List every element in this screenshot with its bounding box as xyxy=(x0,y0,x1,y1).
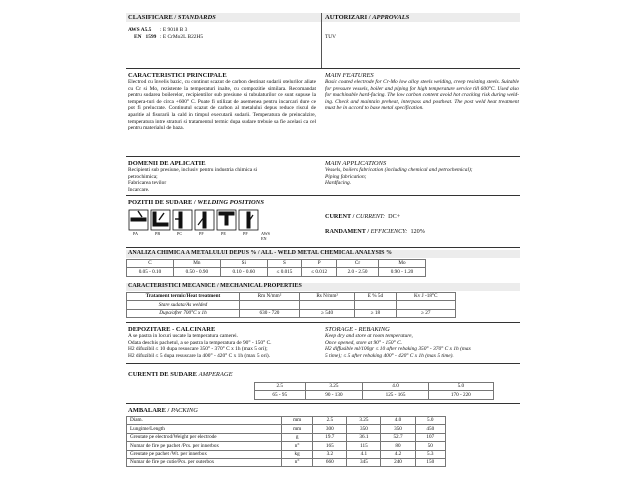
table-header: E % 5d xyxy=(355,293,396,301)
table-header: Cr xyxy=(336,260,378,268)
table-row xyxy=(127,260,426,268)
position-code: PC xyxy=(177,231,183,236)
table-header: 2.5 xyxy=(255,383,306,391)
datasheet-page xyxy=(126,0,520,480)
list-item: Recipienti sub presiune, inclusiv pentru industria chimica si xyxy=(128,167,258,173)
divider xyxy=(126,156,520,157)
table-cell: Lungime/Length xyxy=(127,425,282,433)
table-cell: ≤ 0.012 xyxy=(302,268,337,276)
table-cell: 0.50 - 0.90 xyxy=(173,268,220,276)
table-cell: 3.2 xyxy=(313,450,347,458)
table-cell: 0.90 - 1.20 xyxy=(379,268,426,276)
divider xyxy=(126,363,520,364)
table-header: Si xyxy=(220,260,267,268)
table-row xyxy=(127,268,426,276)
list-item: Hardfacing. xyxy=(325,180,352,187)
table-header: Kv J -18°C xyxy=(396,293,456,301)
positions-title: POZITII DE SUDARE / WELDING POSITIONS xyxy=(128,199,264,206)
table-cell: 5.3 xyxy=(415,450,445,458)
features-title-en: MAIN FEATURES xyxy=(325,72,374,79)
position-code: PB xyxy=(155,231,161,236)
applications-list-ro xyxy=(128,167,257,193)
table-cell: 65 - 95 xyxy=(255,391,306,399)
list-item: Odata deschis pachetul, a se pastra la temperatura de 90° - 150° C. xyxy=(128,339,272,346)
table-cell: 240 xyxy=(381,458,415,466)
classification-title: CLASIFICARE / STANDARDS xyxy=(128,14,216,21)
list-item: Keep dry and store at room temperature, xyxy=(325,333,413,339)
table-cell: 107 xyxy=(415,433,445,441)
table-cell: 80 xyxy=(381,442,415,450)
table-cell: 36.1 xyxy=(347,433,381,441)
position-standard-label: AWS EN xyxy=(261,231,270,241)
position-code: PF xyxy=(199,231,204,236)
table-cell: 170 - 220 xyxy=(428,391,493,399)
table-cell: 630 - 720 xyxy=(240,309,300,317)
list-item: H2 diffusible ml/100gr ≤ 10 after rebaking 350° - 370° C x 1h (max xyxy=(325,346,471,353)
table-row xyxy=(127,425,446,433)
packing-title: AMBALARE / PACKING xyxy=(128,407,198,414)
currents-table xyxy=(254,382,494,400)
table-cell: 125 - 165 xyxy=(363,391,428,399)
list-item: Once opened, store at 90° - 150° C. xyxy=(325,339,403,346)
storage-text-en xyxy=(325,333,519,359)
table-cell: Stare sudata/As welded xyxy=(127,301,240,309)
std-row-en: EN 1599 xyxy=(134,34,157,40)
table-header: 5.0 xyxy=(428,383,493,391)
chemical-title: ANALIZA CHIMICA A METALULUI DEPUS % / ALL - WELD METAL CHEMICAL ANALYSIS % xyxy=(128,250,392,256)
table-cell xyxy=(299,301,354,309)
applications-title-ro: DOMENII DE APLICATIE xyxy=(128,160,206,167)
list-item: Incarcare. xyxy=(128,186,150,193)
table-cell: mm xyxy=(282,425,313,433)
table-cell: ≤ 0.015 xyxy=(267,268,302,276)
table-cell: 450 xyxy=(415,425,445,433)
storage-title-ro: DEPOZITARE - CALCINARE xyxy=(128,326,216,333)
divider xyxy=(126,195,520,196)
storage-title-en: STORAGE - REBAKING xyxy=(325,326,390,333)
divider xyxy=(126,403,520,404)
column-divider xyxy=(321,13,322,69)
table-cell: 4.1 xyxy=(347,450,381,458)
table-cell: ≥ 27 xyxy=(396,309,456,317)
table-cell: 0.10 - 0.60 xyxy=(220,268,267,276)
list-item: Piping fabrication; xyxy=(325,173,367,180)
table-header: Mo xyxy=(379,260,426,268)
table-cell xyxy=(355,301,396,309)
table-cell: kg xyxy=(282,450,313,458)
table-cell: 345 xyxy=(347,458,381,466)
table-cell: 50 xyxy=(415,442,445,450)
table-cell: Greutate pe electrod/Weight per electrode xyxy=(127,433,282,441)
chemical-table xyxy=(126,259,426,277)
current-info: CURENT / CURRENT: DC+ xyxy=(325,213,401,220)
table-row xyxy=(127,442,446,450)
efficiency-info: RANDAMENT / EFFICIENCY: 120% xyxy=(325,228,425,235)
currents-title: CURENTI DE SUDARE AMPERAGE xyxy=(128,371,233,378)
features-text-en: Basic coated electrode for Cr-Mo low alloy steels welding, creep resisting steels. Suitable for pressure vessels, boiler and piping for high temperature service till 600°C. Used also for machinable hard-facing. The low carbon content avoid hot cracking risk during weld-ing. Check and maintain preheat, interpass and postheat. The post weld heat treatment must be in accord to base metal specification. xyxy=(325,79,519,112)
table-cell: 5.0 xyxy=(415,417,445,425)
divider xyxy=(126,322,520,323)
table-header: Mn xyxy=(173,260,220,268)
list-item: H2 difuzibil ≤ 10 dupa resuscare 350° - 370° C x 1h (max 5 ori); xyxy=(128,346,268,353)
table-header: 4.0 xyxy=(363,383,428,391)
table-cell xyxy=(396,301,456,309)
approvals-title: AUTORIZARI / APPROVALS xyxy=(325,14,410,21)
divider xyxy=(126,247,520,248)
table-cell: 0.05 - 0.10 xyxy=(127,268,174,276)
table-cell: n° xyxy=(282,442,313,450)
table-cell: 300 xyxy=(313,425,347,433)
list-item: 5 time); ≤ 5 after rebaking 400° - 420° C x 1h (max 5 time). xyxy=(325,352,454,359)
table-cell: g xyxy=(282,433,313,441)
applications-list-en xyxy=(325,167,473,187)
list-item: H2 difuzibil ≤ 5 dupa resuscare la 400° - 420° C x 1h (max 5 ori). xyxy=(128,352,271,359)
table-row xyxy=(127,433,446,441)
std-row-aws: AWS A5.5 xyxy=(128,27,152,33)
table-header: Rm N/mm² xyxy=(240,293,300,301)
list-item: Fabricarea tevilor xyxy=(128,180,167,187)
applications-title-en: MAIN APPLICATIONS xyxy=(325,160,387,167)
table-header: Tratament termic/Heat treatment xyxy=(127,293,240,301)
table-row xyxy=(127,458,446,466)
table-cell: 660 xyxy=(313,458,347,466)
table-row xyxy=(127,450,446,458)
table-header: S xyxy=(267,260,302,268)
table-header: Rs N/mm² xyxy=(299,293,354,301)
list-item: petrochimica; xyxy=(128,173,158,180)
table-row xyxy=(255,383,494,391)
std-value-en: : E CrMo2L B22H5 xyxy=(160,34,204,40)
table-cell: Dupa/after 700°C x 1h xyxy=(127,309,240,317)
table-cell: 150 xyxy=(415,458,445,466)
table-cell: 90 - 130 xyxy=(305,391,363,399)
table-row xyxy=(127,309,456,317)
table-row xyxy=(127,293,456,301)
features-text-ro: Electrod cu învelis bazic, cu continut scazut de carbon destinat sudarii otelurilor aliate cu Cr si Mo, rezistente la temperaturi inalte, cu compozitie similara. Recomandat pentru sudarea boilerelor, recipientilor sub presiune si tubulaturilor ce sunt supuse la tempera-turi de circa +600° C. Poate fi utilizat de asemenea pentru incarcari dure ce pot fi prelucrate. Continutul scazut de carbon al metalului depus reduce riscul de aparitie al fisurarii la cald in timpul executarii sudarii. Temperatura de preincalzire, temperatura intre straturi si tratamentul termic dupa sudare trebuie sa fie acelasi ca cel pentru materialul de baza. xyxy=(128,79,316,132)
table-cell: 4.0 xyxy=(381,417,415,425)
table-cell: 165 xyxy=(313,442,347,450)
position-code: PE xyxy=(221,231,226,236)
table-cell: Greutate pe pachet /Wt. per innerbox xyxy=(127,450,282,458)
table-cell: 350 xyxy=(381,425,415,433)
table-header: P xyxy=(302,260,337,268)
features-title-ro: CARACTERISTICI PRINCIPALE xyxy=(128,72,227,79)
table-cell: ≥ 540 xyxy=(299,309,354,317)
table-row xyxy=(127,417,446,425)
plate-shape xyxy=(131,218,146,221)
welding-position-icons xyxy=(128,209,278,233)
table-cell xyxy=(240,301,300,309)
table-cell: ≥ 18 xyxy=(355,309,396,317)
std-value-aws: : E 9018 B 3 xyxy=(160,27,188,33)
table-cell: 350 xyxy=(347,425,381,433)
table-row xyxy=(255,391,494,399)
mechanical-title: CARACTERISTICI MECANICE / MECHANICAL PROPERTIES xyxy=(128,283,302,289)
packing-table xyxy=(126,416,446,467)
table-cell: 2.0 - 2.50 xyxy=(336,268,378,276)
list-item: A se pastra in locuri uscate la temperatura camerei. xyxy=(128,333,239,339)
table-cell: n° xyxy=(282,458,313,466)
table-cell: mm xyxy=(282,417,313,425)
divider xyxy=(126,68,520,69)
table-header: 3.25 xyxy=(305,383,363,391)
table-row xyxy=(127,301,456,309)
table-cell: 2.5 xyxy=(313,417,347,425)
table-header: C xyxy=(127,260,174,268)
table-cell: 3.25 xyxy=(347,417,381,425)
list-item: Vessels, boilers fabrication (including chemical and petrochemical); xyxy=(325,167,473,173)
table-cell: 19.7 xyxy=(313,433,347,441)
table-cell: Diam. xyxy=(127,417,282,425)
position-code: PA xyxy=(133,231,138,236)
approval-value: TUV xyxy=(325,34,337,40)
table-cell: Numar de fire pe cutie/Pcs. per outerbox xyxy=(127,458,282,466)
table-cell: 115 xyxy=(347,442,381,450)
table-cell: 52.7 xyxy=(381,433,415,441)
table-cell: Numar de fire pe pachet /Pcs. per innerbox xyxy=(127,442,282,450)
mechanical-table xyxy=(126,292,456,318)
position-code: PF xyxy=(243,231,248,236)
table-cell: 4.2 xyxy=(381,450,415,458)
storage-text-ro xyxy=(128,333,320,359)
